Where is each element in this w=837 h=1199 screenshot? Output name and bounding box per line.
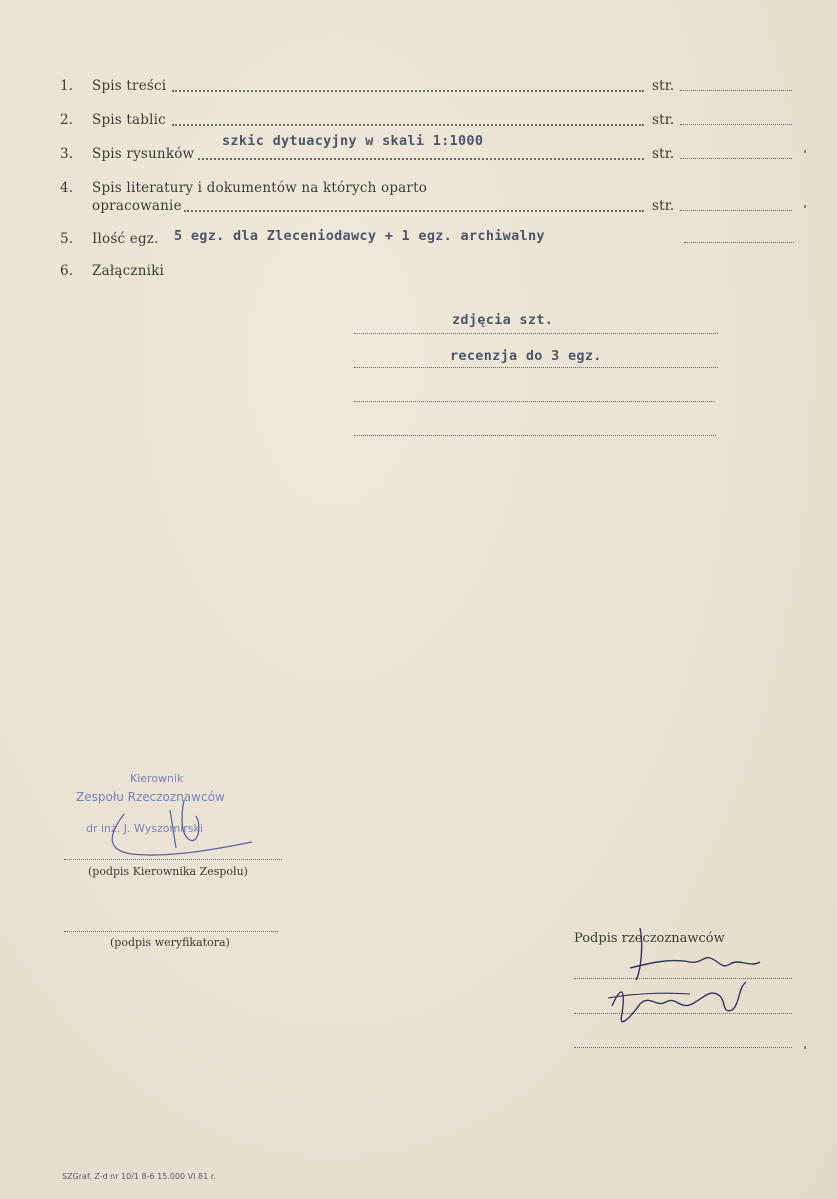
page-ref-label: str. — [652, 112, 675, 128]
official-stamp — [72, 770, 272, 860]
page-ref-field — [680, 206, 792, 211]
item-label: Spis treści — [92, 78, 167, 94]
item-label: Załączniki — [92, 263, 165, 279]
stamp-title: Kierownik — [130, 772, 184, 785]
copies-extra-line — [684, 241, 794, 243]
dot-leader — [172, 120, 644, 126]
edge-mark — [804, 150, 806, 153]
item-number: 3. — [60, 146, 74, 162]
page-ref-label: str. — [652, 78, 675, 94]
page-ref-field — [680, 86, 792, 91]
dot-leader — [198, 154, 644, 160]
expert-handwritten-signature-icon — [600, 918, 780, 1038]
team-leader-caption: (podpis Kierownika Zespołu) — [88, 865, 248, 878]
edge-mark — [804, 1046, 806, 1049]
verifier-caption: (podpis weryfikatora) — [110, 936, 230, 949]
item-label-line1: Spis literatury i dokumentów na których oparto — [92, 180, 428, 196]
attachment-line — [354, 400, 714, 402]
experts-signature-label: Podpis rzeczoznawców — [574, 931, 725, 946]
typed-copies-entry: 5 egz. dla Zleceniodawcy + 1 egz. archiwalny — [174, 228, 545, 244]
stamp-signature-icon — [72, 770, 272, 860]
item-number: 6. — [60, 263, 74, 279]
item-number: 2. — [60, 112, 74, 128]
page-ref-field — [680, 120, 792, 125]
item-number: 1. — [60, 78, 74, 94]
attachment-entry: recenzja do 3 egz. — [450, 348, 602, 364]
item-label: Ilość egz. — [92, 231, 159, 247]
page-ref-label: str. — [652, 198, 675, 214]
expert-signature-line — [574, 1046, 792, 1048]
attachment-line — [354, 332, 718, 334]
team-leader-signature-line — [64, 858, 282, 860]
attachment-line — [354, 434, 716, 436]
item-number: 4. — [60, 180, 74, 196]
item-number: 5. — [60, 231, 74, 247]
attachment-line — [354, 366, 718, 368]
dot-leader — [172, 86, 644, 92]
form-footer: SZGraf. Z-d nr 10/1 8-6 15.000 VI 81 r. — [62, 1172, 216, 1181]
dot-leader — [184, 206, 644, 212]
item-label: Spis rysunków — [92, 146, 195, 162]
typed-figures-entry: szkic dytuacyjny w skali 1:1000 — [222, 133, 484, 149]
stamp-team: Zespołu Rzeczoznawców — [76, 790, 225, 804]
verifier-signature-line — [64, 930, 278, 932]
item-label: Spis tablic — [92, 112, 166, 128]
page-ref-field — [680, 154, 792, 159]
item-label-line2: opracowanie — [92, 198, 182, 214]
stamp-name: dr inż. J. Wyszomirski — [86, 822, 203, 835]
attachment-entry: zdjęcia szt. — [452, 312, 554, 328]
page-ref-label: str. — [652, 146, 675, 162]
edge-mark — [804, 205, 806, 208]
